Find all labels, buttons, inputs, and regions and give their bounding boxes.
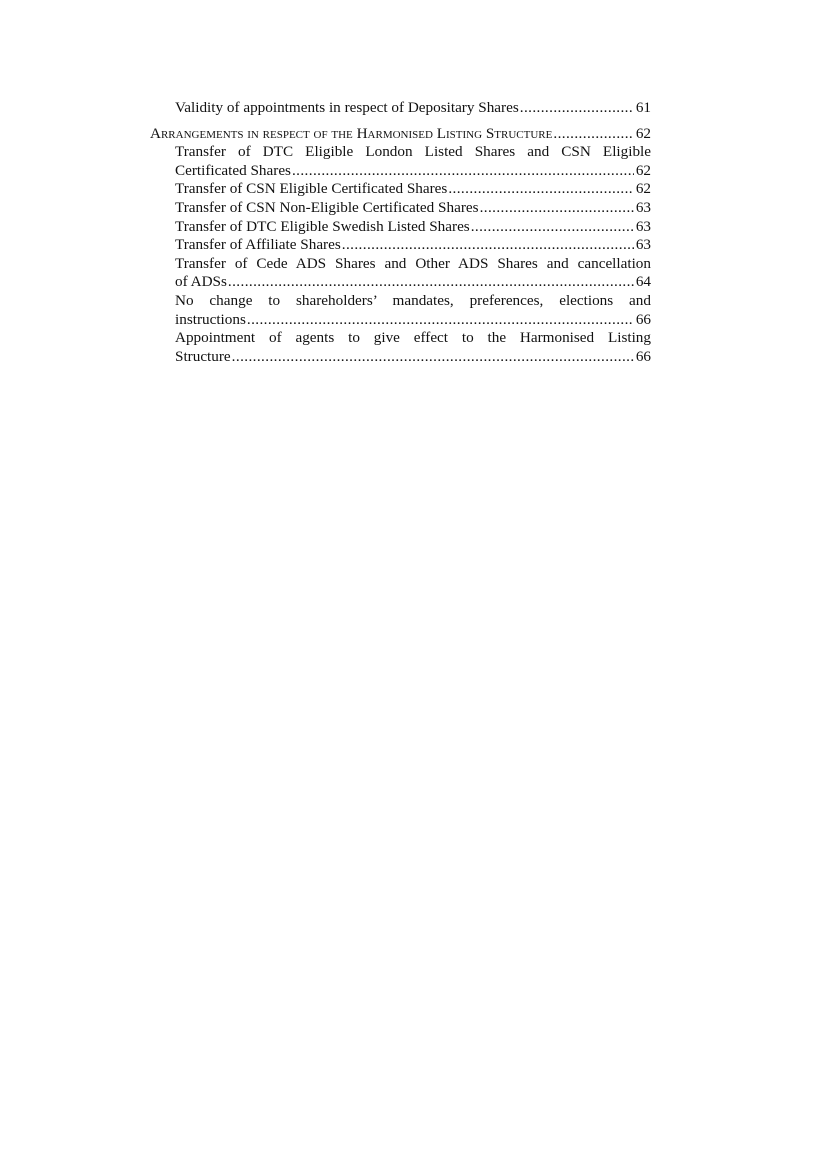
toc-entry bbox=[150, 143, 651, 180]
toc-entry-line bbox=[175, 180, 651, 199]
dot-leader bbox=[292, 162, 634, 181]
toc-page-number: 63 bbox=[635, 236, 651, 254]
toc-entry-title: instructions bbox=[175, 310, 246, 328]
toc-entry-line bbox=[175, 218, 651, 237]
toc-page-number: 62 bbox=[635, 161, 651, 179]
toc-page-number: 63 bbox=[635, 198, 651, 216]
toc-entry-line bbox=[175, 236, 651, 255]
toc-entry-line bbox=[175, 348, 651, 367]
toc-entry-first-line: Appointment of agents to give effect to the Harmonised Listing bbox=[175, 329, 651, 347]
toc-entry-title: Transfer of DTC Eligible Swedish Listed Shares bbox=[175, 217, 470, 235]
toc-entry-title: Transfer of CSN Non-Eligible Certificated Shares bbox=[175, 198, 479, 216]
toc-entry-first-line: No change to shareholders’ mandates, preferences, elections and bbox=[175, 291, 651, 309]
toc-entry-title: Transfer of Affiliate Shares bbox=[175, 236, 341, 254]
toc-page-number: 61 bbox=[635, 99, 651, 116]
toc-page-number: 62 bbox=[635, 124, 651, 142]
toc-page-number: 62 bbox=[635, 180, 651, 198]
toc-entry bbox=[150, 236, 651, 255]
toc-section-title: Arrangements in respect of the Harmonised Listing Structure bbox=[150, 124, 553, 142]
toc-entry-title: Certificated Shares bbox=[175, 161, 291, 179]
dot-leader bbox=[247, 311, 634, 330]
toc-entry-line bbox=[175, 199, 651, 218]
toc-entry bbox=[150, 218, 651, 237]
dot-leader bbox=[342, 236, 634, 255]
toc-entry bbox=[150, 199, 651, 218]
toc-page-number: 66 bbox=[635, 347, 651, 365]
dot-leader bbox=[480, 199, 634, 218]
toc-entry-line bbox=[175, 162, 651, 181]
toc-page-number: 66 bbox=[635, 310, 651, 328]
dot-leader bbox=[448, 180, 633, 199]
toc-section-heading bbox=[150, 125, 651, 144]
toc-entry-title: Transfer of CSN Eligible Certificated Shares bbox=[175, 180, 448, 198]
dot-leader bbox=[471, 218, 634, 237]
toc-entry-line bbox=[175, 311, 651, 330]
toc-entry bbox=[150, 180, 651, 199]
toc-entry bbox=[150, 255, 651, 292]
toc-entry-line bbox=[175, 99, 651, 118]
toc-entry-title: Structure bbox=[175, 347, 231, 365]
toc-page-number: 63 bbox=[635, 217, 651, 235]
table-of-contents bbox=[150, 99, 651, 366]
dot-leader bbox=[228, 273, 634, 292]
toc-page-number: 64 bbox=[635, 273, 651, 291]
toc-entry-first-line: Transfer of Cede ADS Shares and Other ADS Shares and cancellation bbox=[175, 254, 651, 272]
toc-entry bbox=[150, 292, 651, 329]
dot-leader bbox=[553, 125, 633, 144]
dot-leader bbox=[232, 348, 634, 367]
dot-leader bbox=[520, 99, 634, 118]
toc-entry bbox=[150, 99, 651, 118]
toc-entry-line bbox=[175, 273, 651, 292]
toc-entry bbox=[150, 329, 651, 366]
toc-entry-title: Validity of appointments in respect of Depositary Shares bbox=[175, 99, 519, 116]
toc-entry-first-line: Transfer of DTC Eligible London Listed Shares and CSN Eligible bbox=[175, 143, 651, 161]
toc-entry-title: of ADSs bbox=[175, 273, 227, 291]
